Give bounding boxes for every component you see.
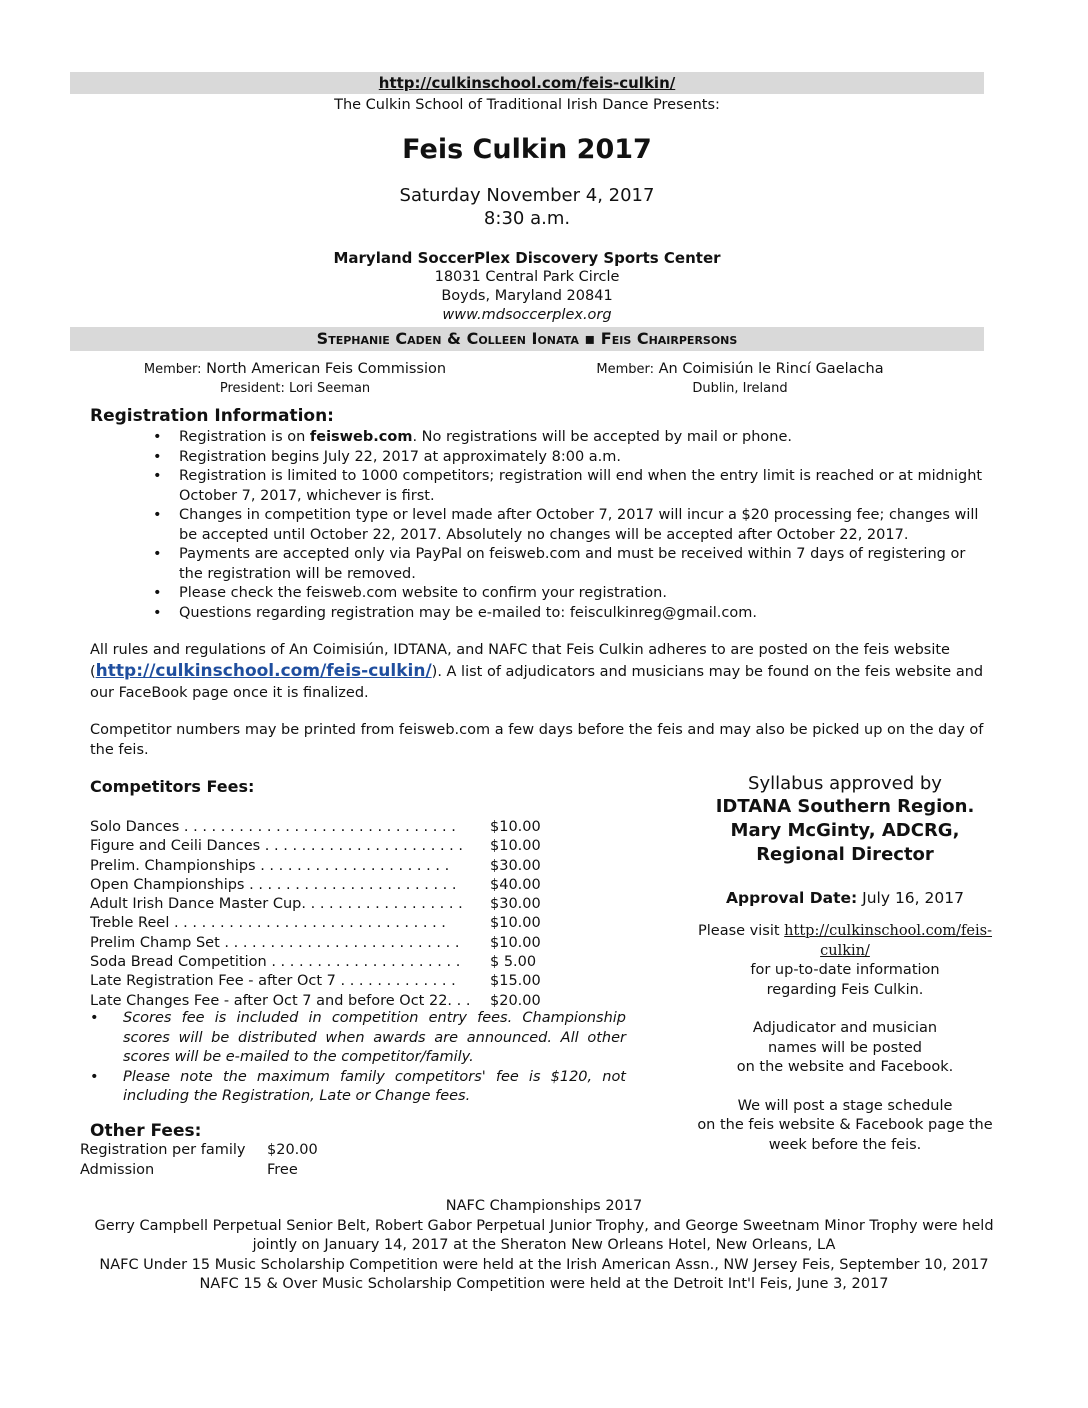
fee-label: Soda Bread Competition . . . . . . . . . . . . . . . . . . . . . (90, 954, 461, 971)
registration-heading: Registration Information: (90, 406, 334, 426)
page-title: Feis Culkin 2017 (402, 134, 652, 165)
table-row (90, 837, 560, 856)
syllabus-line: Syllabus approved by (748, 773, 942, 794)
footer-line: Gerry Campbell Perpetual Senior Belt, Robert Gabor Perpetual Junior Trophy, and George Sweetnam Minor Trophy were held (94, 1217, 994, 1234)
list-item: • Registration begins July 22, 2017 at approximately 8:00 a.m. (153, 448, 983, 468)
feisweb-text: feisweb.com (309, 429, 413, 445)
fees-heading: Competitors Fees: (90, 777, 255, 796)
fee-label: Prelim Champ Set . . . . . . . . . . . . . . . . . . . . . . . . . . (90, 934, 460, 951)
venue-name: Maryland SoccerPlex Discovery Sports Center (333, 249, 721, 267)
fee-amount: $10.00 (490, 819, 541, 835)
fee-label: Treble Reel . . . . . . . . . . . . . . . . . . . . . . . . . . . . . . (90, 915, 446, 932)
visit-block: Please visit http://culkinschool.com/feis- culkin/ for up-to-date information regarding Feis Culkin. (698, 923, 992, 998)
fee-label: Adult Irish Dance Master Cup. . . . . . . . . . . . . . . . . . (90, 896, 463, 913)
member-right-sub: Dublin, Ireland (692, 381, 788, 396)
table-row (90, 914, 560, 933)
fees-table (90, 818, 560, 1011)
list-item: • Changes in competition type or level made after October 7, 2017 will incur a $20 processing fee; changes will be accepted until October 22, 2017. Absolutely no changes will be accepted after October 22, 2017. (153, 506, 983, 545)
fee-amount: $40.00 (490, 876, 541, 893)
fee-amount: $10.00 (490, 934, 541, 951)
fee-label: Late Changes Fee - after Oct 7 and before Oct 22. . . (90, 992, 471, 1009)
table-row (90, 876, 560, 895)
list-item: • Please check the feisweb.com website to confirm your registration. (153, 584, 983, 604)
table-row (90, 895, 560, 914)
table-row (90, 953, 560, 972)
director-name: Mary McGinty, ADCRG, (730, 820, 960, 841)
fee-label: Figure and Ceili Dances . . . . . . . . . . . . . . . . . . . . . . (90, 838, 463, 855)
footer-line: jointly on January 14, 2017 at the Sheraton New Orleans Hotel, New Orleans, LA (252, 1237, 836, 1253)
footer-line: NAFC Championships 2017 (445, 1198, 643, 1214)
sidebar (690, 773, 1000, 1155)
list-item: • Registration is on feisweb.com. No registrations will be accepted by mail or phone. (153, 428, 983, 448)
venue-city: Boyds, Maryland 20841 (441, 288, 613, 304)
fee-amount: $15.00 (490, 973, 541, 990)
fee-amount: $30.00 (490, 896, 541, 913)
venue-street: 18031 Central Park Circle (434, 269, 620, 285)
member-left: Member: North American Feis Commission (143, 361, 447, 377)
table-row: Admission Free (80, 1161, 298, 1178)
other-fees-table (80, 1141, 318, 1180)
table-row: Registration per family $20.00 (80, 1142, 318, 1158)
fee-label: Solo Dances . . . . . . . . . . . . . . . . . . . . . . . . . . . . . . (90, 819, 456, 835)
fee-label: Prelim. Championships . . . . . . . . . . . . . . . . . . . . . (90, 857, 450, 874)
region-line: IDTANA Southern Region. (715, 796, 975, 817)
event-time: 8:30 a.m. (483, 208, 571, 229)
nafc-footer (40, 1197, 1048, 1295)
list-item: • Registration is limited to 1000 competitors; registration will end when the entry limit is reached or at midnight October 7, 2017, whichever is first. (153, 467, 983, 506)
director-title: Regional Director (756, 844, 934, 865)
approval-line: Approval Date: July 16, 2017 (726, 889, 964, 907)
sidebar-website-link[interactable]: http://culkinschool.com/feis- (784, 923, 992, 939)
stage-schedule-block: We will post a stage schedule on the feis website & Facebook page the week before the feis. (697, 1097, 993, 1153)
chairpersons-banner: Stephanie Caden & Colleen Ionata ▪ Feis Chairpersons (70, 327, 984, 351)
table-row (90, 818, 560, 837)
presents-line: The Culkin School of Traditional Irish Dance Presents: (334, 97, 720, 113)
rules-paragraph: All rules and regulations of An Coimisiún, IDTANA, and NAFC that Feis Culkin adheres to are posted on the feis website (http://culkinschool.com/feis-culkin/). A list of adjudicators and musicians may be found on the feis website and our FaceBook page once it is finalized. (90, 642, 984, 701)
list-item: • Payments are accepted only via PayPal on feisweb.com and must be received within 7 days of registering or the registration will be removed. (153, 545, 983, 584)
fee-amount: $30.00 (490, 857, 541, 874)
school-url-link[interactable]: http://culkinschool.com/feis-culkin/ (378, 74, 676, 92)
feis-website-link[interactable]: http://culkinschool.com/feis-culkin/ (95, 661, 432, 681)
fee-label: Open Championships . . . . . . . . . . . . . . . . . . . . . . . (90, 876, 457, 893)
other-fees-heading: Other Fees: (90, 1121, 202, 1141)
member-left-sub: President: Lori Seeman (219, 381, 371, 396)
fee-amount: $10.00 (490, 838, 541, 855)
table-row (90, 972, 560, 991)
sidebar-website-link-cont[interactable]: culkin/ (820, 942, 870, 959)
competitor-numbers-paragraph: Competitor numbers may be printed from feisweb.com a few days before the feis and may also be picked up on the day of the feis. (90, 722, 984, 758)
fee-amount: $ 5.00 (490, 954, 537, 971)
url-banner (70, 72, 984, 94)
table-row (90, 934, 560, 953)
list-item: • Scores fee is included in competition entry fees. Championship scores will be distributed when awards are announced. All other scores will be e-mailed to the competitor/family. (90, 1009, 626, 1068)
member-right: Member: An Coimisiún le Rincí Gaelacha (596, 361, 884, 377)
fee-label: Late Registration Fee - after Oct 7 . . . . . . . . . . . . . (90, 973, 456, 990)
event-date: Saturday November 4, 2017 (399, 185, 655, 206)
venue-web: www.mdsoccerplex.org (442, 307, 612, 323)
footer-line: NAFC 15 & Over Music Scholarship Competition were held at the Detroit Int'l Feis, June 3, 2017 (199, 1276, 889, 1292)
fee-amount: $10.00 (490, 915, 541, 932)
adjudicator-block: Adjudicator and musician names will be posted on the website and Facebook. (736, 1020, 954, 1075)
fee-amount: $20.00 (490, 992, 541, 1009)
member-right-org: An Coimisiún le Rincí Gaelacha (658, 361, 884, 377)
list-item: • Questions regarding registration may be e-mailed to: feisculkinreg@gmail.com. (153, 604, 983, 624)
member-left-org: North American Feis Commission (206, 361, 447, 377)
table-row (90, 857, 560, 876)
footer-line: NAFC Under 15 Music Scholarship Competition were held at the Irish American Assn., NW Jersey Feis, September 10, 2017 (99, 1256, 989, 1273)
list-item: • Please note the maximum family competitors' fee is $120, not including the Registration, Late or Change fees. (90, 1068, 626, 1107)
registration-list (153, 428, 983, 623)
fees-notes (90, 1009, 626, 1107)
